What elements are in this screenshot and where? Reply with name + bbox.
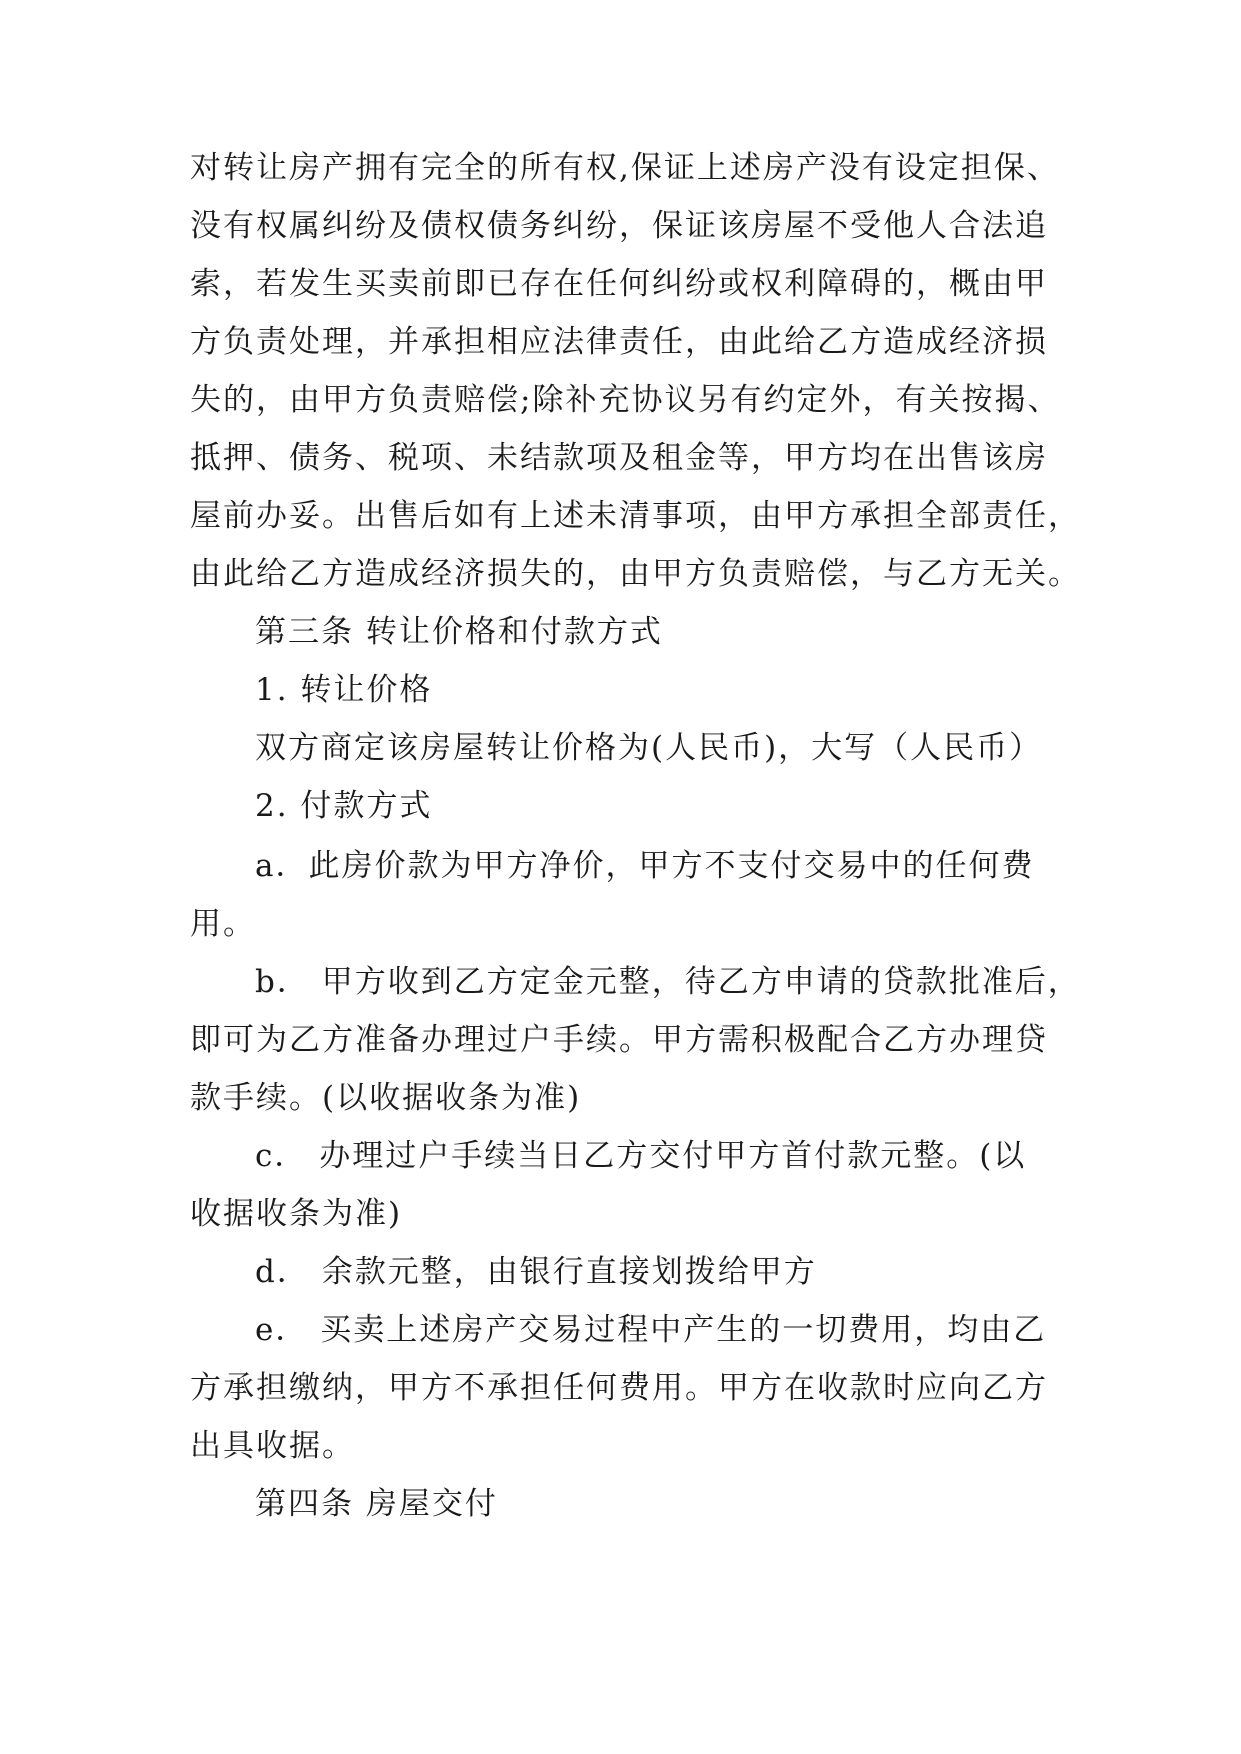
body-line-5: 失的，由甲方负责赔偿;除补充协议另有约定外，有关按揭、: [190, 382, 1061, 418]
item-e-line-3: 出具收据。: [190, 1428, 355, 1464]
item-b-line-3: 款手续。(以收据收条为准): [190, 1080, 582, 1116]
body-line-3: 索，若发生买卖前即已存在任何纠纷或权利障碍的，概由甲: [190, 266, 1048, 302]
item-a-line-1: a．此房价款为甲方净价，甲方不支付交易中的任何费: [255, 848, 1035, 884]
item-c-line-1: c． 办理过户手续当日乙方交付甲方首付款元整。(以: [255, 1138, 1027, 1174]
body-line-price: 双方商定该房屋转让价格为(人民币)，大写（人民币）: [255, 730, 1043, 766]
item-e-line-2: 方承担缴纳，甲方不承担任何费用。甲方在收款时应向乙方: [190, 1370, 1048, 1406]
section-heading-article-3: 第三条 转让价格和付款方式: [255, 614, 663, 650]
subheading-transfer-price: 1. 转让价格: [255, 672, 433, 708]
item-c-line-2: 收据收条为准): [190, 1196, 403, 1232]
body-line-7: 屋前办妥。出售后如有上述未清事项，由甲方承担全部责任，: [190, 498, 1081, 534]
body-line-4: 方负责处理，并承担相应法律责任，由此给乙方造成经济损: [190, 324, 1048, 360]
item-d-line-1: d． 余款元整，由银行直接划拨给甲方: [255, 1254, 817, 1290]
section-heading-article-4: 第四条 房屋交付: [255, 1486, 498, 1522]
item-b-line-1: b． 甲方收到乙方定金元整，待乙方申请的贷款批准后，: [255, 964, 1081, 1000]
body-line-2: 没有权属纠纷及债权债务纠纷，保证该房屋不受他人合法追: [190, 208, 1048, 244]
item-a-line-2: 用。: [190, 906, 256, 942]
item-b-line-2: 即可为乙方准备办理过户手续。甲方需积极配合乙方办理贷: [190, 1022, 1048, 1058]
body-line-8: 由此给乙方造成经济损失的，由甲方负责赔偿，与乙方无关。: [190, 556, 1081, 592]
subheading-payment-method: 2. 付款方式: [255, 788, 433, 824]
item-e-line-1: e． 买卖上述房产交易过程中产生的一切费用，均由乙: [255, 1312, 1047, 1348]
body-line-1: 对转让房产拥有完全的所有权,保证上述房产没有设定担保、: [190, 150, 1060, 186]
body-line-6: 抵押、债务、税项、未结款项及租金等，甲方均在出售该房: [190, 440, 1048, 476]
